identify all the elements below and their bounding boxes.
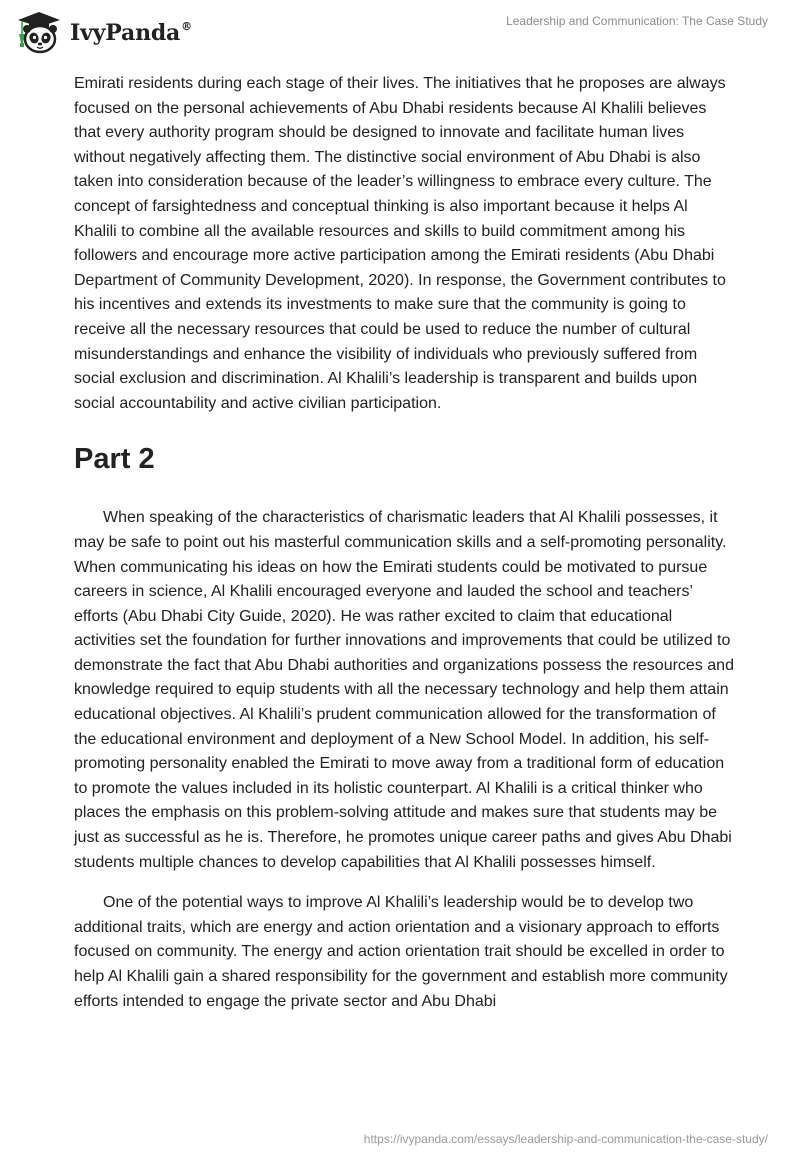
brand-name: IvyPanda®	[70, 19, 192, 46]
essay-content	[74, 72, 734, 1030]
body-paragraph-2: One of the potential ways to improve Al Khalili’s leadership would be to develop two additional traits, which are energy and action orientation and a visionary approach to efforts focused on community. The energy and action orientation trait should be excelled in order to help Al Khalili gain a shared responsibility for the government and establish more community efforts intended to engage the private sector and Abu Dhabi	[74, 894, 728, 1010]
body-paragraph-1: When speaking of the characteristics of charismatic leaders that Al Khalili possesses, it may be safe to point out his masterful communication skills and a self-promoting personality. When communicating his ideas on how the Emirati students could be motivated to pursue careers in science, Al Khalili encouraged everyone and lauded the school and teachers’ efforts (Abu Dhabi City Guide, 2020). He was rather excited to claim that educational activities set the foundation for further innovations and improvements that could be utilized to demonstrate the fact that Abu Dhabi authorities and organizations possess the resources and knowledge required to equip students with all the necessary technology and help them attain educational objectives. Al Khalili’s prudent communication allowed for the transformation of the educational environment and deployment of a New School Model. In addition, his self-promoting personality enabled the Emirati to move away from a traditional form of education to promote the values included in its holistic counterpart. Al Khalili is a critical thinker who places the emphasis on this problem-solving attitude and makes sure that students may be just as successful as he is. Therefore, he promotes unique career paths and gives Abu Dhabi students multiple chances to develop capabilities that Al Khalili possesses himself.	[74, 509, 734, 871]
panda-graduate-icon	[14, 10, 64, 54]
page-header	[0, 0, 800, 60]
footer-url[interactable]: https://ivypanda.com/essays/leadership-and-communication-the-case-study/	[363, 1132, 768, 1146]
ivypanda-logo[interactable]	[14, 10, 192, 54]
document-title: Leadership and Communication: The Case Study	[506, 14, 768, 28]
intro-paragraph: Emirati residents during each stage of their lives. The initiatives that he proposes are always focused on the personal achievements of Abu Dhabi residents because Al Khalili believes that every authority program should be designed to innovate and facilitate human lives without negatively affecting them. The distinctive social environment of Abu Dhabi is also taken into consideration because of the leader’s willingness to embrace every culture. The concept of farsightedness and conceptual thinking is also important because it helps Al Khalili to combine all the available resources and skills to build commitment among his followers and encourage more active participation among the Emirati residents (Abu Dhabi Department of Community Development, 2020). In response, the Government contributes to his incentives and extends its investments to make sure that the community is going to receive all the necessary resources that could be used to reduce the number of cultural misunderstandings and enhance the visibility of individuals who previously suffered from social exclusion and discrimination. Al Khalili’s leadership is transparent and builds upon social accountability and active civilian participation.	[74, 75, 726, 412]
section-heading: Part 2	[74, 443, 155, 476]
